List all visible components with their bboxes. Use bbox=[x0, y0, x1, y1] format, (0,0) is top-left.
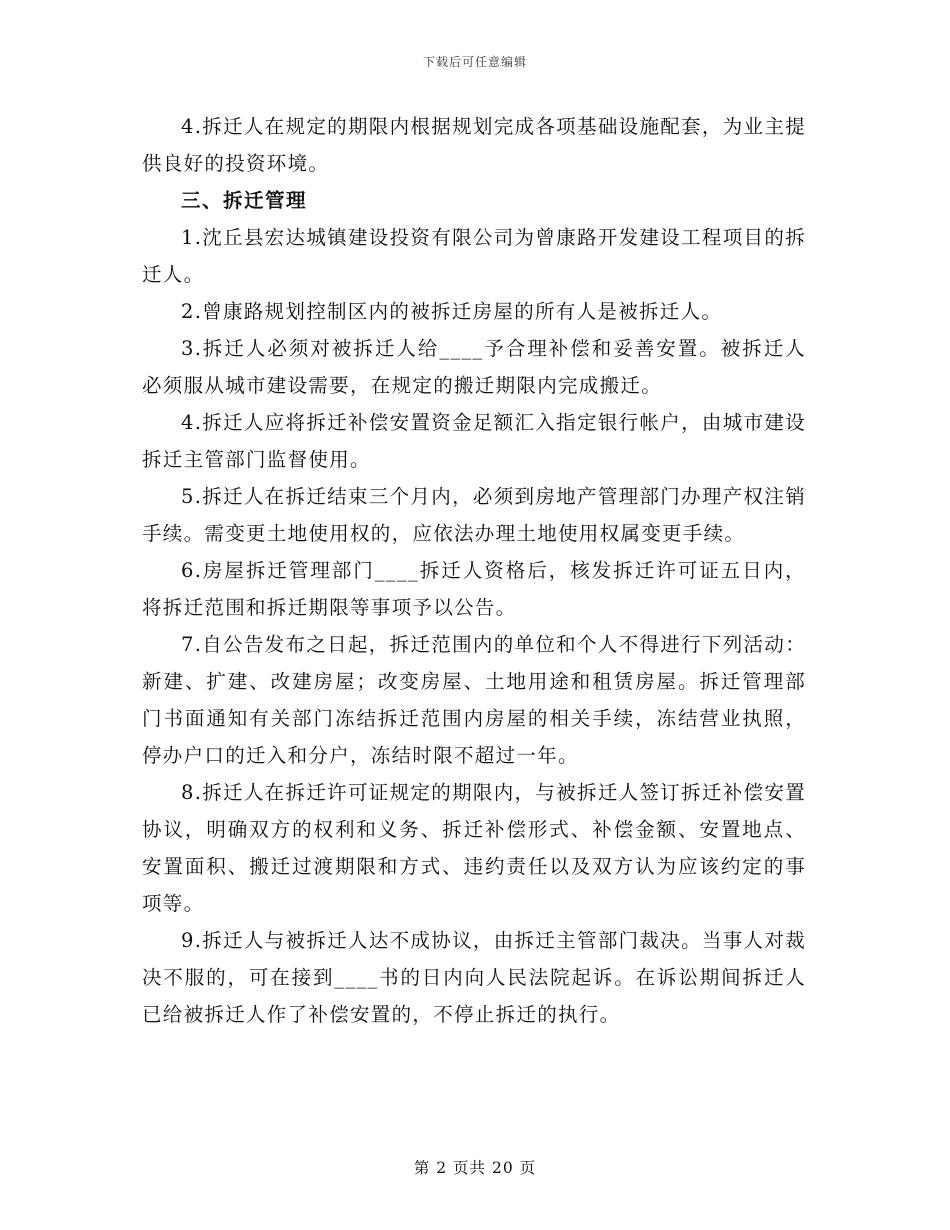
paragraph-item-8: 8.拆迁人在拆迁许可证规定的期限内，与被拆迁人签订拆迁补偿安置协议，明确双方的权利和义务、拆迁补偿形式、补偿金额、安置地点、安置面积、搬迁过渡期限和方式、违约责任以及双方认为应该约定的事项等。 bbox=[142, 781, 806, 915]
paragraph-item-9: 9.拆迁人与被拆迁人达不成协议，由拆迁主管部门裁决。当事人对裁决不服的，可在接到____书的日内向人民法院起诉。在诉讼期间拆迁人已给被拆迁人作了补偿安置的，不停止拆迁的执行。 bbox=[142, 929, 806, 1026]
paragraph-item-5: 5.拆迁人在拆迁结束三个月内，必须到房地产管理部门办理产权注销手续。需变更土地使用权的，应依法办理土地使用权属变更手续。 bbox=[142, 485, 806, 545]
page-number: 第 2 页共 20 页 bbox=[413, 1159, 537, 1177]
document-body bbox=[142, 108, 806, 1033]
section-heading-demolition-management: 三、拆迁管理 bbox=[181, 189, 308, 212]
paragraph-item-6: 6.房屋拆迁管理部门____拆迁人资格后，核发拆迁许可证五日内，将拆迁范围和拆迁期限等事项予以公告。 bbox=[142, 559, 806, 619]
paragraph-item-1: 1.沈丘县宏达城镇建设投资有限公司为曾康路开发建设工程项目的拆迁人。 bbox=[142, 226, 806, 286]
paragraph-infrastructure: 4.拆迁人在规定的期限内根据规划完成各项基础设施配套，为业主提供良好的投资环境。 bbox=[142, 115, 806, 175]
paragraph-item-4: 4.拆迁人应将拆迁补偿安置资金足额汇入指定银行帐户，由城市建设拆迁主管部门监督使用。 bbox=[142, 411, 806, 471]
paragraph-item-2: 2.曾康路规划控制区内的被拆迁房屋的所有人是被拆迁人。 bbox=[181, 300, 723, 323]
paragraph-item-3: 3.拆迁人必须对被拆迁人给____予合理补偿和妥善安置。被拆迁人必须服从城市建设需要，在规定的搬迁期限内完成搬迁。 bbox=[142, 337, 806, 397]
page-header: 下载后可任意编辑 bbox=[422, 55, 527, 69]
paragraph-item-7: 7.自公告发布之日起，拆迁范围内的单位和个人不得进行下列活动：新建、扩建、改建房屋；改变房屋、土地用途和租赁房屋。拆迁管理部门书面通知有关部门冻结拆迁范围内房屋的相关手续，冻结营业执照，停办户口的迁入和分户，冻结时限不超过一年。 bbox=[142, 633, 806, 767]
